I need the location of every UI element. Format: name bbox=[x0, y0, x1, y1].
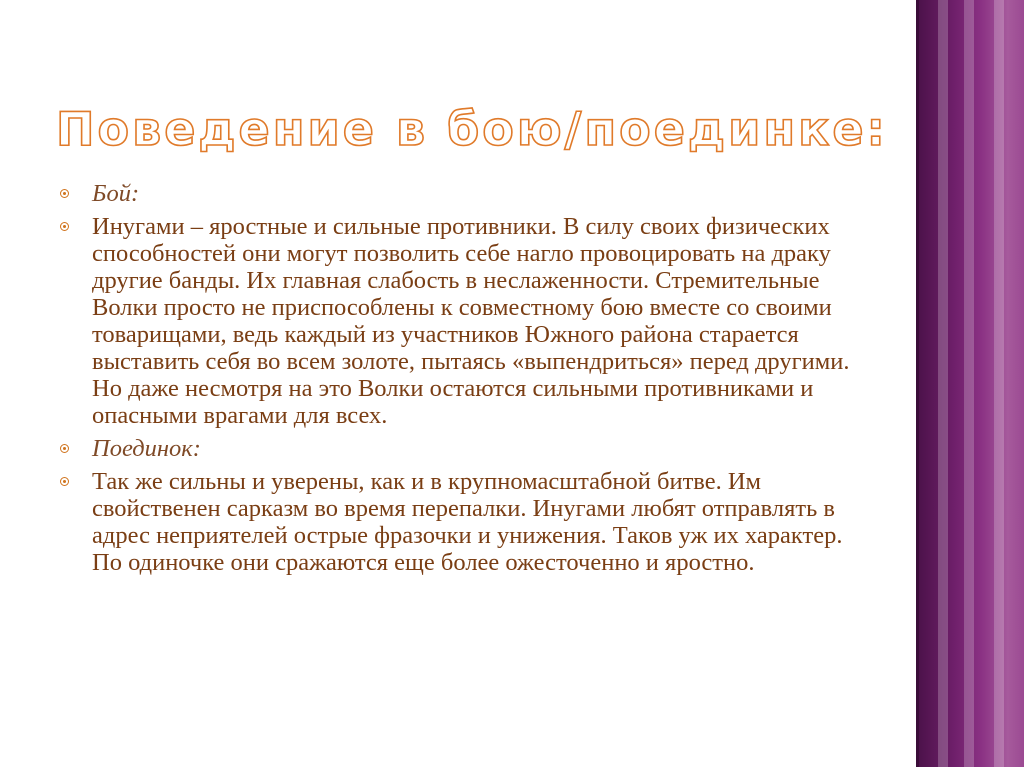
side-band-stripe bbox=[994, 0, 1004, 767]
bullet-list bbox=[60, 180, 850, 582]
bullet-text: Поединок: bbox=[92, 435, 201, 462]
side-band-stripe bbox=[938, 0, 948, 767]
circle-bullet-icon bbox=[60, 444, 69, 453]
slide-title: Поведение в бою/поединке: bbox=[56, 102, 888, 156]
decorative-side-band bbox=[916, 0, 1024, 767]
bullet-item bbox=[60, 435, 850, 462]
side-band-stripe bbox=[964, 0, 974, 767]
bullet-text: Инугами – яростные и сильные противники. В силу своих физических способностей они могут позволить себе нагло провоцировать на драку другие банды. Их главная слабость в неслаженности. Стремительные Волки просто не приспособлены к совместному бою вместе со своими товарищами, ведь каждый из участников Южного района старается выставить себя во всем золоте, пытаясь «выпендриться» перед другими. Но даже несмотря на это Волки остаются сильными противниками и опасными врагами для всех. bbox=[92, 213, 850, 429]
circle-bullet-icon bbox=[60, 189, 69, 198]
bullet-text: Так же сильны и уверены, как и в крупномасштабной битве. Им свойственен сарказм во время перепалки. Инугами любят отправлять в адрес неприятелей острые фразочки и унижения. Таков уж их характер. По одиночке они сражаются еще более ожесточенно и яростно. bbox=[92, 468, 843, 576]
circle-bullet-icon bbox=[60, 222, 69, 231]
circle-bullet-icon bbox=[60, 477, 69, 486]
bullet-text: Бой: bbox=[92, 180, 140, 207]
bullet-item bbox=[60, 468, 850, 576]
bullet-item bbox=[60, 180, 850, 207]
bullet-item bbox=[60, 213, 850, 429]
